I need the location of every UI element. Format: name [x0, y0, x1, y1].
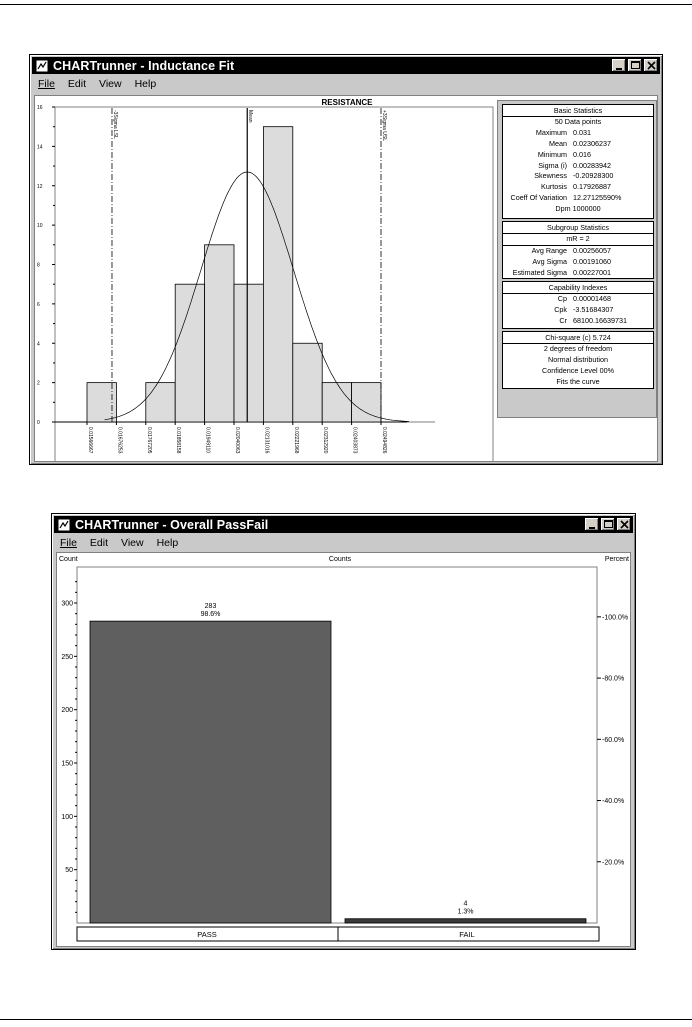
capability-indexes-box: [502, 281, 654, 329]
histogram-area: [34, 95, 658, 462]
y-tick-label: 8: [37, 262, 40, 269]
basic-stat-row: [503, 128, 653, 139]
basic-stat-row: [503, 150, 653, 161]
capability-stat-label: Cpk: [554, 304, 567, 314]
menu-view[interactable]: View: [99, 77, 122, 90]
y-tick-label: 150: [61, 760, 73, 768]
basic-stat-label: Skewness: [534, 171, 567, 181]
window-title: CHARTrunner - Inductance Fit: [53, 58, 235, 73]
basic-stat-label: Maximum: [535, 127, 567, 137]
category-label: FAIL: [459, 930, 475, 939]
menu-file[interactable]: File: [38, 77, 55, 90]
menu-edit[interactable]: Edit: [89, 536, 109, 549]
lsl-label: -3Sigma LSL: [111, 110, 118, 139]
capability-stat-label: Cp: [557, 294, 567, 303]
chi-square-box: [502, 331, 654, 389]
menu-bar: [32, 75, 660, 92]
histogram-bar: [146, 383, 175, 422]
chi-square-line: Normal distribution: [548, 354, 608, 364]
histogram-bar: [234, 284, 263, 422]
capability-stat-label: Cr: [559, 315, 567, 325]
count-label: Count: [59, 556, 78, 563]
x-tick-label: 0.02494826: [381, 427, 387, 454]
histogram-bar: [263, 127, 292, 422]
passfail-chart-area: [56, 552, 631, 947]
x-tick-label: 0.01676253: [116, 427, 123, 454]
subgroup-stat-value: 0.00191060: [573, 256, 611, 266]
chi-square-line: Confidence Level 00%: [542, 365, 614, 375]
capability-stat-row: [503, 305, 653, 316]
title-bar[interactable]: [54, 516, 633, 533]
pass-bar: [90, 621, 331, 923]
y2-tick-label: -60.0%: [602, 736, 625, 744]
category-label: PASS: [197, 930, 217, 939]
x-tick-label: 0.02131016: [263, 427, 270, 454]
statistics-panel: [497, 100, 657, 418]
x-tick-label: 0.02312920: [322, 427, 329, 454]
y2-tick-label: -40.0%: [602, 798, 625, 806]
capability-stat-value: 0.00001468: [573, 294, 611, 303]
basic-stat-label: Sigma (i): [538, 160, 567, 170]
basic-statistics-header: Basic Statistics: [503, 105, 653, 117]
subgroup-stat-value: 0.00256057: [573, 245, 611, 255]
subgroup-statistics-box: [502, 221, 654, 279]
capability-stat-value: -3.51684307: [573, 304, 614, 314]
basic-stat-value: 0.17926887: [573, 182, 611, 192]
y-tick-label: 200: [61, 707, 73, 715]
y-tick-label: 100: [61, 813, 73, 821]
data-points: 50 Data points: [554, 117, 602, 126]
inductance-fit-window[interactable]: [29, 54, 663, 465]
counts-label: Counts: [328, 556, 352, 563]
menu-help[interactable]: Help: [134, 77, 157, 90]
histogram-bar: [352, 383, 381, 422]
capability-stat-row: [503, 316, 653, 327]
chi-square-header: Chi-square (c) 5.724: [503, 332, 653, 344]
y-tick-label: 6: [37, 301, 40, 308]
basic-stat-value: 0.00283942: [573, 160, 611, 170]
mean-label: Mean: [247, 110, 254, 123]
chart-title: RESISTANCE: [321, 98, 373, 107]
x-tick-label: 0.01566667: [87, 427, 93, 454]
subgroup-stat-row: [503, 246, 653, 257]
x-tick-label: 0.01858158: [175, 427, 182, 454]
subgroup-stat-label: Estimated Sigma: [512, 267, 567, 277]
minimize-icon[interactable]: [611, 58, 626, 72]
menu-bar: [54, 534, 633, 551]
capability-stat-value: 68100.16639731: [573, 315, 627, 325]
usl-label: +3Sigma USL: [381, 110, 387, 141]
y-tick-label: 2: [37, 380, 40, 387]
page-top-rule: [0, 4, 692, 5]
x-tick-label: 0.02221968: [292, 427, 299, 454]
chi-square-line: 2 degrees of freedom: [543, 344, 613, 353]
menu-edit[interactable]: Edit: [67, 77, 87, 90]
window-title: CHARTrunner - Overall PassFail: [75, 517, 269, 532]
fail-bar: [345, 919, 586, 923]
subgroup-stat-label: Avg Range: [531, 245, 567, 255]
basic-stat-value: -0.20928300: [573, 171, 614, 181]
y2-tick-label: -100.0%: [602, 614, 629, 622]
close-icon[interactable]: [616, 517, 631, 531]
app-icon: [35, 59, 49, 73]
subgroup-statistics-header: Subgroup Statistics: [503, 222, 653, 234]
app-icon: [57, 518, 71, 532]
menu-view[interactable]: View: [121, 536, 144, 549]
basic-stat-value: 0.02306237: [573, 138, 611, 148]
basic-stat-row: [503, 139, 653, 150]
y2-tick-label: -80.0%: [602, 675, 625, 683]
basic-stat-label: Minimum: [537, 149, 567, 159]
basic-statistics-box: [502, 104, 654, 219]
histogram-bar: [322, 383, 351, 422]
basic-stat-row: [503, 193, 653, 204]
subgroup-stat-label: Avg Sigma: [532, 256, 567, 266]
page-bottom-rule: [0, 1019, 692, 1020]
y-tick-label: 4: [37, 341, 40, 348]
y-tick-label: 250: [61, 653, 73, 661]
maximize-icon[interactable]: [600, 517, 615, 531]
subgroup-stat-value: 0.00227001: [573, 267, 611, 277]
dpm-value: Dpm 1000000: [555, 204, 601, 214]
capability-stat-row: [503, 294, 653, 305]
basic-stat-row: [503, 171, 653, 182]
title-bar[interactable]: [32, 57, 660, 74]
basic-stat-label: Kurtosis: [541, 182, 567, 192]
x-tick-label: 0.01767205: [145, 427, 152, 454]
percent-label: Percent: [604, 556, 629, 563]
subgroup-stat-row: [503, 257, 653, 268]
overall-passfail-window[interactable]: [51, 513, 636, 950]
y-tick-label: 50: [65, 867, 73, 875]
bar-percent-label: 98.6%: [200, 611, 221, 619]
capability-indexes-header: Capability Indexes: [503, 282, 653, 294]
y-tick-label: 10: [37, 223, 43, 230]
bar-count-label: 4: [463, 900, 468, 908]
x-tick-label: 0.02403873: [351, 427, 358, 454]
maximize-icon[interactable]: [627, 58, 642, 72]
close-icon[interactable]: [643, 58, 658, 72]
y2-tick-label: -20.0%: [602, 859, 625, 867]
basic-stat-label: Mean: [549, 138, 567, 148]
bar-percent-label: 1.3%: [457, 908, 474, 916]
basic-stat-label: Coeff Of Variation: [510, 193, 567, 203]
passfail-chart: [57, 553, 630, 946]
bar-count-label: 283: [204, 603, 217, 611]
y-tick-label: 16: [37, 105, 43, 111]
y-tick-label: 14: [37, 144, 43, 151]
chi-square-line: Fits the curve: [556, 376, 600, 386]
basic-stat-value: 0.016: [573, 149, 591, 159]
x-tick-label: 0.02040063: [234, 427, 240, 454]
basic-stat-row: [503, 161, 653, 172]
histogram-chart: [35, 96, 495, 461]
basic-stat-row: [503, 182, 653, 193]
y-tick-label: 12: [37, 183, 43, 190]
subgroup-stat-row: [503, 268, 653, 279]
y-tick-label: 0: [37, 420, 40, 426]
histogram-bar: [293, 343, 322, 422]
basic-stat-value: 0.031: [573, 127, 591, 137]
menu-file[interactable]: File: [60, 536, 77, 549]
x-tick-label: 0.01949110: [204, 427, 211, 454]
histogram-bar: [205, 245, 234, 422]
minimize-icon[interactable]: [584, 517, 599, 531]
subgroup-mr: mR = 2: [503, 234, 653, 246]
basic-stat-value: 12.27125590%: [573, 193, 622, 203]
menu-help[interactable]: Help: [156, 536, 179, 549]
y-tick-label: 300: [61, 600, 73, 608]
